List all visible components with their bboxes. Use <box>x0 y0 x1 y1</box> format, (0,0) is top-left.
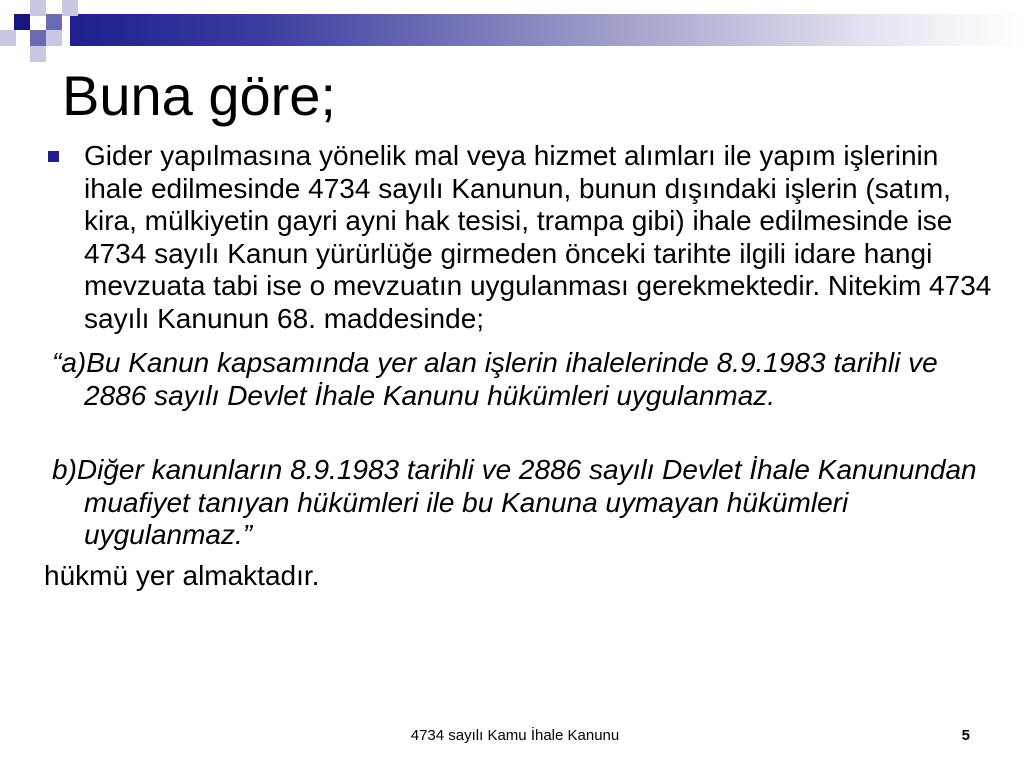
quote-paragraph-b: b)Diğer kanunların 8.9.1983 tarihli ve 2886 sayılı Devlet İhale Kanunundan muafiyet tanıyan hükümleri ile bu Kanuna uymayan hükümleri uygulanmaz.” <box>52 454 977 550</box>
quote-paragraph-a: “a)Bu Kanun kapsamında yer alan işlerin ihalelerinde 8.9.1983 tarihli ve 2886 sayılı Devlet İhale Kanunu hükümleri uygulanmaz. <box>52 347 938 411</box>
slide-body <box>44 140 994 592</box>
square-bullet-icon <box>48 151 59 162</box>
page-number: 5 <box>961 727 970 744</box>
bullet-text: Gider yapılmasına yönelik mal veya hizmet alımları ile yapım işlerinin ihale edilmesinde 4734 sayılı Kanunun, bunun dışındaki işlerin (satım, kira, mülkiyetin gayri ayni hak tesisi, trampa gibi) ihale edilmesinde ise 4734 sayılı Kanun yürürlüğe girmeden önceki tarihte ilgili idare hangi mevzuata tabi ise o mevzuatın uygulanması gerekmektedir. Nitekim 4734 sayılı Kanunun 68. maddesinde; <box>84 140 992 334</box>
header-gradient-band <box>70 14 1024 46</box>
closing-text: hükmü yer almaktadır. <box>44 559 320 591</box>
footer-text: 4734 sayılı Kamu İhale Kanunu <box>410 727 620 744</box>
bullet-item <box>44 140 994 335</box>
slide-title: Buna göre; <box>62 64 336 127</box>
